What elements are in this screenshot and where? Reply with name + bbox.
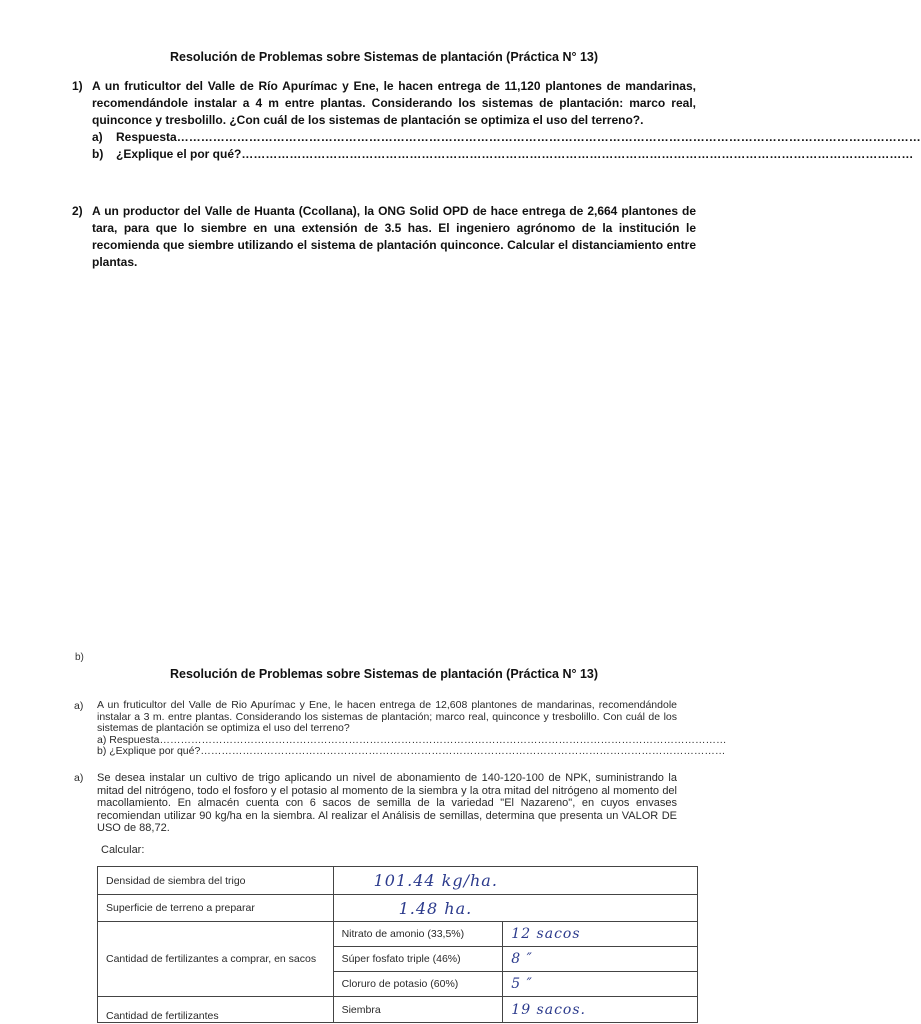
fertilizer-name: Súper fosfato triple (46%)	[333, 947, 503, 972]
question-2-number: 2)	[72, 204, 83, 218]
row-label-density: Densidad de siembra del trigo	[98, 867, 334, 895]
answer-area: 1.48 ha.	[398, 898, 473, 918]
page-title: Resolución de Problemas sobre Sistemas de plantación (Práctica N° 13)	[169, 50, 599, 64]
question-1-answer-a	[92, 129, 921, 146]
calculation-table	[97, 866, 698, 1023]
answer-b-label: b)	[92, 147, 104, 161]
question-1-number: 1)	[72, 79, 83, 93]
question-2-text: A un productor del Valle de Huanta (Ccollana), la ONG Solid OPD de hace entrega de 2,664 plantones de tara, para que lo siembre en una extensión de 3.5 has. El ingeniero agrónomo de la institución le recomienda que siembre utilizando el sistema de plantación quinconce. Calcular el distanciamiento entre plantas.	[92, 204, 696, 269]
table-row	[98, 867, 698, 895]
table-row	[98, 895, 698, 922]
scanned-answer-a-line: a) Respuesta………………………………………………………………………………………………………………………………………………	[97, 733, 727, 746]
answer-fertilizer-1: 12 sacos	[511, 926, 581, 942]
calc-label: Calcular:	[101, 844, 145, 856]
question-1-text: A un fruticultor del Valle de Río Apurímac y Ene, le hacen entrega de 11,120 plantones de mandarinas, recomendándole instalar a 4 m entre plantas. Considerando los sistemas de plantación: marco real, quinconce y tresbolillo. ¿Con cuál de los sistemas de plantación se optimiza el uso del terreno?.	[92, 79, 696, 127]
row-label-area: Superficie de terreno a preparar	[98, 895, 334, 922]
answer-fertilizer-2: 8 ″	[511, 951, 533, 967]
answer-density: 101.44 kg/ha.	[373, 871, 498, 890]
answer-sowing: 19 sacos.	[511, 1001, 586, 1018]
table-row	[98, 997, 698, 1023]
question-1	[72, 78, 921, 163]
row-label-fertilizer: Cantidad de fertilizantes a comprar, en sacos	[98, 922, 334, 997]
fertilizer-name: Siembra	[333, 997, 503, 1023]
scanned-question-2	[0, 772, 768, 835]
answer-a-line: Respuesta……………………………………………………………………………………………………………………………………………………………………	[116, 130, 921, 144]
scanned-question-1	[0, 700, 768, 758]
scanned-question-2-index: a)	[74, 772, 84, 784]
scanned-question-2-text: Se desea instalar un cultivo de trigo aplicando un nivel de abonamiento de 140-120-100 de NPK, suministrando la mitad del nitrógeno, todo el fosforo y el potasio al momento de la siembra y la otra mitad del nitrógeno al momento del macollamiento. En almacén cuenta con 6 sacos de semilla de la variedad "El Nazareno", en cuyos envases recomiendan utilizar 90 kg/ha en la siembra. Al realizar el Análisis de semillas, determina que presenta un VALOR DE USO de 88,72.	[97, 772, 677, 834]
answer-a-label: a)	[92, 130, 103, 144]
scanned-page-title: Resolución de Problemas sobre Sistemas de plantación (Práctica N° 13)	[169, 667, 599, 681]
scanned-question-1-index: a)	[74, 700, 84, 712]
answer-b-line: ¿Explique el por qué?……………………………………………………………………………………………………………………………………………………	[116, 147, 914, 161]
row-label-fertilizer-qty: Cantidad de fertilizantes	[98, 997, 334, 1023]
answer-fertilizer-3: 5 ″	[511, 976, 533, 992]
question-2	[72, 203, 696, 271]
table-row	[98, 922, 698, 947]
fertilizer-name: Nitrato de amonio (33,5%)	[333, 922, 503, 947]
section-b-label: b)	[75, 652, 84, 663]
scanned-answer-b-line: b) ¿Explique por qué?……………………………………………………………………………………………………………………………………	[97, 745, 726, 757]
question-1-answer-b	[92, 146, 914, 163]
scanned-question-1-text: A un fruticultor del Valle de Rio Apurímac y Ene, le hacen entrega de 12,608 plantones de mandarinas, recomendándole instalar a 3 m. entre plantas. Considerando los sistemas de plantación; marco real, quinconce y tresbolillo. Con cuál de los sistemas de plantación se optimiza el uso del terreno?	[97, 699, 677, 734]
fertilizer-name: Cloruro de potasio (60%)	[333, 972, 503, 997]
